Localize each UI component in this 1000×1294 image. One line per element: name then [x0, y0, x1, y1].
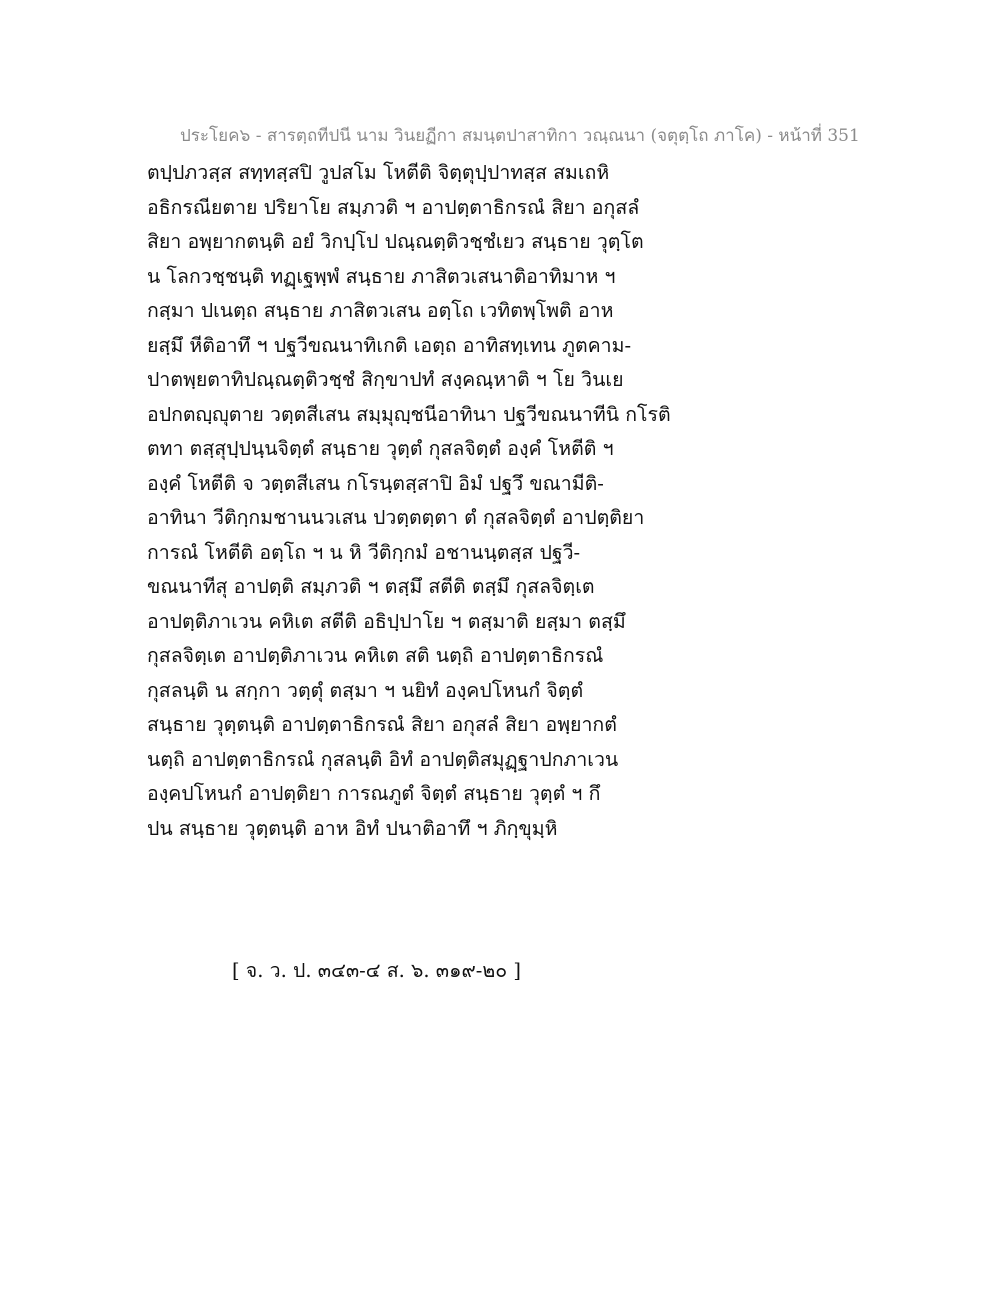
- text-line: สนฺธาย วุตฺตนฺติ อาปตฺตาธิกรณํ สิยา อกุสลํ สิยา อพฺยากตํ: [147, 713, 617, 736]
- text-line: กุสลนฺติ น สกฺกา วตฺตุํ ตสฺมา ฯ นยิทํ องฺคปโหนกํ จิตฺตํ: [147, 678, 584, 702]
- text-line: อปกตญฺญุตาย วตฺตสีเสน สมฺมุญฺชนีอาทินา ปฐวีขณนาทีนิ กโรติ: [147, 402, 671, 426]
- text-line: อธิกรณียตาย ปริยาโย สมฺภวติ ฯ อาปตฺตาธิกรณํ สิยา อกุสลํ: [147, 195, 640, 219]
- text-line: ขณนาทีสุ อาปตฺติ สมฺภวติ ฯ ตสฺมึ สตีติ ตสฺมึ กุสลจิตฺเต: [147, 575, 595, 598]
- body-text: [147, 156, 867, 846]
- text-line: อาปตฺติภาเวน คหิเต สตีติ อธิปฺปาโย ฯ ตสฺมาติ ยสฺมา ตสฺมึ: [147, 609, 626, 633]
- text-line: การณํ โหตีติ อตฺโถ ฯ น หิ วีติกฺกมํ อชานนฺตสฺส ปฐวี-: [147, 540, 581, 564]
- reference-citation: [ จ. ว. ป. ๓๔๓-๔ ส. ๖. ๓๑๙-๒๐ ]: [232, 959, 521, 982]
- text-line: ยสฺมึ หีติอาทึ ฯ ปฐวีขณนาทิเกติ เอตฺถ อาทิสทฺเทน ภูตคาม-: [147, 333, 632, 357]
- text-line: สิยา อพฺยากตนฺติ อยํ วิกปฺโป ปณฺณตฺติวชฺชํเยว สนฺธาย วุตฺโต: [147, 230, 644, 253]
- text-line: ปาตพฺยตาทิปณฺณตฺติวชฺชํ สิกฺขาปทํ สงฺคณฺหาติ ฯ โย วินเย: [147, 368, 624, 391]
- page-header: ประโยค๖ - สารตฺถทีปนี นาม วินยฏีกา สมนฺตปาสาทิกา วณฺณนา (จตุตฺโถ ภาโค) - หน้าที่ 351: [180, 126, 860, 146]
- text-line: กุสลจิตฺเต อาปตฺติภาเวน คหิเต สติ นตฺถิ อาปตฺตาธิกรณํ: [147, 644, 604, 667]
- text-line: ตปฺปภวสฺส สทฺทสฺสปิ วูปสโม โหตีติ จิตฺตุปฺปาทสฺส สมเถหิ: [147, 161, 610, 184]
- text-line: อาทินา วีติกฺกมชานนวเสน ปวตฺตตฺตา ตํ กุสลจิตฺตํ อาปตฺติยา: [147, 506, 645, 529]
- text-line: ตทา ตสฺสุปฺปนฺนจิตฺตํ สนฺธาย วุตฺตํ กุสลจิตฺตํ องฺคํ โหตีติ ฯ: [147, 437, 614, 460]
- text-line: องฺคปโหนกํ อาปตฺติยา การณภูตํ จิตฺตํ สนฺธาย วุตฺตํ ฯ กึ: [147, 782, 601, 805]
- text-line: ปน สนฺธาย วุตฺตนฺติ อาห อิทํ ปนาติอาทึ ฯ ภิกฺขุมฺหิ: [147, 816, 558, 840]
- text-line: องฺคํ โหตีติ จ วตฺตสีเสน กโรนฺตสฺสาปิ อิมํ ปฐวึ ขณามีติ-: [147, 471, 604, 495]
- text-line: นตฺถิ อาปตฺตาธิกรณํ กุสลนฺติ อิทํ อาปตฺติสมุฏฺฐาปกภาเวน: [147, 747, 619, 771]
- text-line: กสฺมา ปเนตฺถ สนฺธาย ภาสิตวเสน อตฺโถ เวทิตพฺโพติ อาห: [147, 299, 614, 322]
- text-line: น โลกวชฺชนฺติ ทฏฺเฐพฺพํ สนฺธาย ภาสิตวเสนาติอาทิมาห ฯ: [147, 264, 616, 288]
